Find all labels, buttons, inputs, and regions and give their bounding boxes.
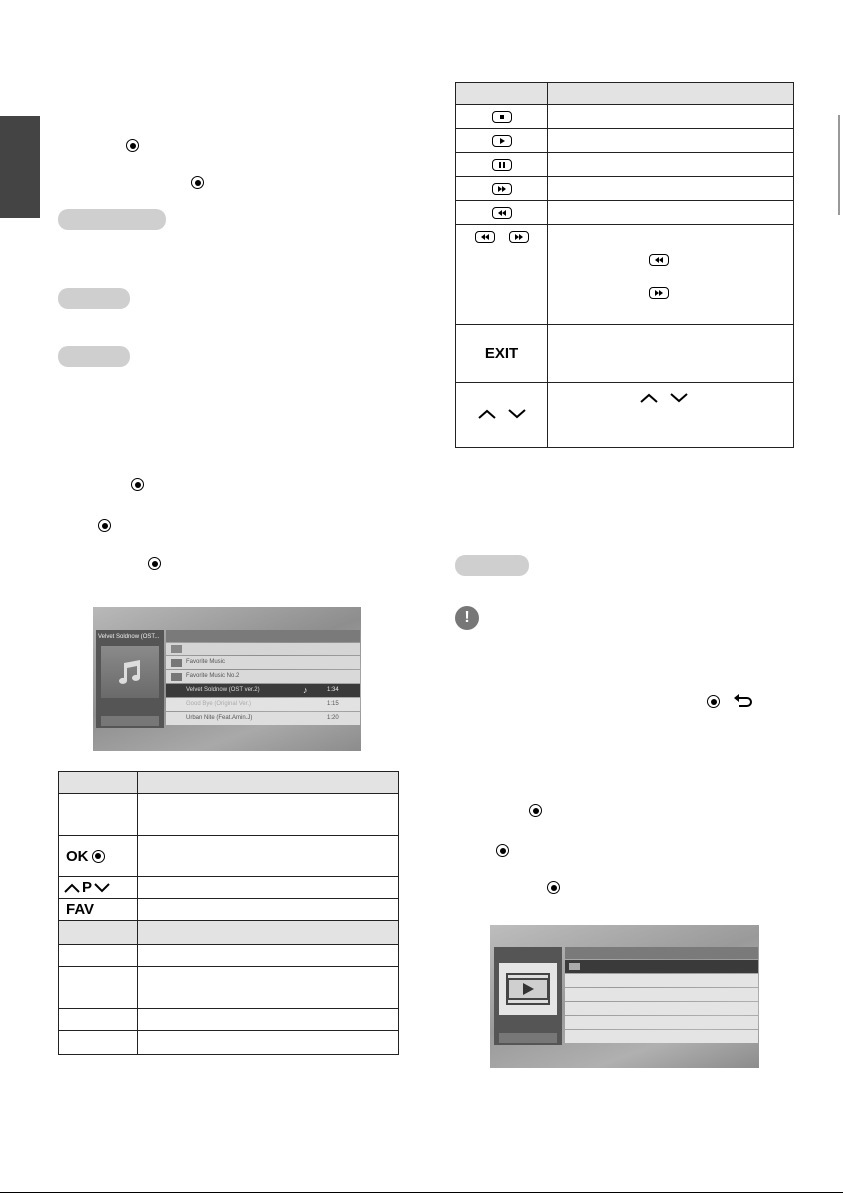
key-cell <box>456 383 548 448</box>
table-cell <box>138 945 399 967</box>
key-cell <box>456 129 548 153</box>
chevron-up-icon <box>478 409 496 419</box>
key-cell <box>456 177 548 201</box>
list-item-time: 1:20 <box>327 715 339 721</box>
table-cell <box>59 1031 138 1055</box>
chevron-up-icon <box>640 393 658 403</box>
table-subheader <box>138 921 399 945</box>
key-cell <box>456 225 548 325</box>
list-item[interactable] <box>166 712 360 725</box>
folder-up-icon <box>171 645 182 653</box>
playback-key-table <box>455 82 794 448</box>
list-item-label: Favorite Music <box>186 659 226 665</box>
music-note-icon <box>101 646 159 698</box>
list-item[interactable] <box>166 656 360 669</box>
ok-button-icon <box>92 850 105 863</box>
note-icon: ! <box>455 606 479 630</box>
fast-forward-icon <box>649 287 669 299</box>
table-cell <box>138 794 399 836</box>
list-item[interactable] <box>565 974 758 987</box>
section-pill <box>455 555 529 576</box>
language-tab <box>0 116 40 218</box>
ok-button-icon <box>529 804 542 817</box>
table-cell <box>548 201 794 225</box>
stop-icon <box>492 111 512 123</box>
exit-key-label: EXIT <box>484 345 519 362</box>
fast-forward-icon <box>492 183 512 195</box>
table-cell <box>548 383 794 448</box>
music-list-screenshot <box>93 607 361 751</box>
list-item[interactable] <box>565 1002 758 1015</box>
table-header <box>138 772 399 794</box>
ok-key <box>66 848 105 865</box>
list-item[interactable] <box>166 698 360 711</box>
up-down-keys <box>478 409 526 419</box>
fav-key-label: FAV <box>66 901 95 918</box>
table-cell <box>138 877 399 899</box>
chevron-down-icon <box>670 393 688 403</box>
table-cell <box>138 1009 399 1031</box>
section-pill <box>58 346 130 367</box>
key-cell <box>456 201 548 225</box>
list-item-time: 1:15 <box>327 701 339 707</box>
list-item[interactable] <box>166 670 360 683</box>
ok-button-icon <box>496 844 509 857</box>
preview-panel <box>96 630 164 728</box>
table-header <box>456 83 548 105</box>
table-cell <box>548 105 794 129</box>
chevron-down-icon <box>94 883 110 893</box>
key-cell <box>59 836 138 877</box>
rewind-icon <box>475 231 495 243</box>
table-subheader <box>59 921 138 945</box>
remote-key-table <box>58 771 399 1055</box>
key-cell <box>59 899 138 921</box>
ok-button-icon <box>131 478 144 491</box>
list-item-selected[interactable] <box>166 684 360 697</box>
list-item[interactable] <box>565 1016 758 1029</box>
back-icon <box>733 694 753 708</box>
table-cell <box>138 1031 399 1055</box>
parent-folder-row[interactable] <box>166 643 360 655</box>
key-cell <box>456 153 548 177</box>
ok-button-icon <box>547 881 560 894</box>
table-cell <box>59 945 138 967</box>
table-cell <box>548 225 794 325</box>
folder-icon <box>171 673 182 681</box>
table-cell <box>59 967 138 1009</box>
movie-thumbnail-icon <box>499 963 557 1015</box>
table-cell <box>548 325 794 383</box>
list-header <box>166 630 360 642</box>
folder-icon <box>569 963 580 970</box>
section-pill <box>58 209 166 230</box>
page-keys <box>64 879 110 896</box>
table-cell <box>138 967 399 1009</box>
preview-panel <box>494 947 562 1045</box>
table-cell <box>138 899 399 921</box>
list-item-label: Favorite Music No.2 <box>186 673 240 679</box>
footer-rule <box>0 1192 843 1193</box>
table-cell <box>548 177 794 201</box>
list-item[interactable] <box>565 1030 758 1043</box>
fast-forward-icon <box>509 231 529 243</box>
movie-list-screenshot <box>490 925 759 1068</box>
back-button[interactable] <box>101 716 159 726</box>
list-item-label: Velvet Soldnow (OST ver.2) <box>186 687 260 693</box>
playing-note-icon: ♪ <box>303 685 308 695</box>
chevron-up-icon <box>64 883 80 893</box>
table-cell <box>548 153 794 177</box>
list-header <box>565 947 758 959</box>
play-icon <box>492 135 512 147</box>
ok-button-icon <box>707 695 720 708</box>
page-margin-rule <box>838 115 840 215</box>
folder-icon <box>171 659 182 667</box>
chevron-down-icon <box>508 409 526 419</box>
list-item[interactable] <box>565 988 758 1001</box>
seek-keys <box>456 231 547 243</box>
table-cell <box>59 1009 138 1031</box>
key-cell <box>456 105 548 129</box>
up-down-keys <box>640 393 688 403</box>
page-key-label: P <box>82 879 93 896</box>
ok-button-icon <box>191 176 204 189</box>
ok-key-label: OK <box>66 847 89 865</box>
preview-title: Velvet Soldnow (OST... <box>98 634 160 640</box>
key-cell <box>456 325 548 383</box>
ok-button-icon <box>98 519 111 532</box>
section-pill <box>58 288 130 309</box>
list-item-label: Good Bye (Original Ver.) <box>186 701 252 707</box>
ok-button-icon <box>126 139 139 152</box>
table-header <box>59 772 138 794</box>
rewind-icon <box>492 207 512 219</box>
key-cell <box>59 877 138 899</box>
rewind-icon <box>649 254 669 266</box>
list-item-time: 1:34 <box>327 687 339 693</box>
back-button[interactable] <box>499 1033 557 1043</box>
list-item-label: Urban Nite (Feat.Amin.J) <box>186 715 253 721</box>
table-cell <box>59 794 138 836</box>
table-header <box>548 83 794 105</box>
ok-button-icon <box>148 557 161 570</box>
pause-icon <box>492 159 512 171</box>
table-cell <box>548 129 794 153</box>
table-cell <box>138 836 399 877</box>
list-item-selected[interactable] <box>565 960 758 973</box>
